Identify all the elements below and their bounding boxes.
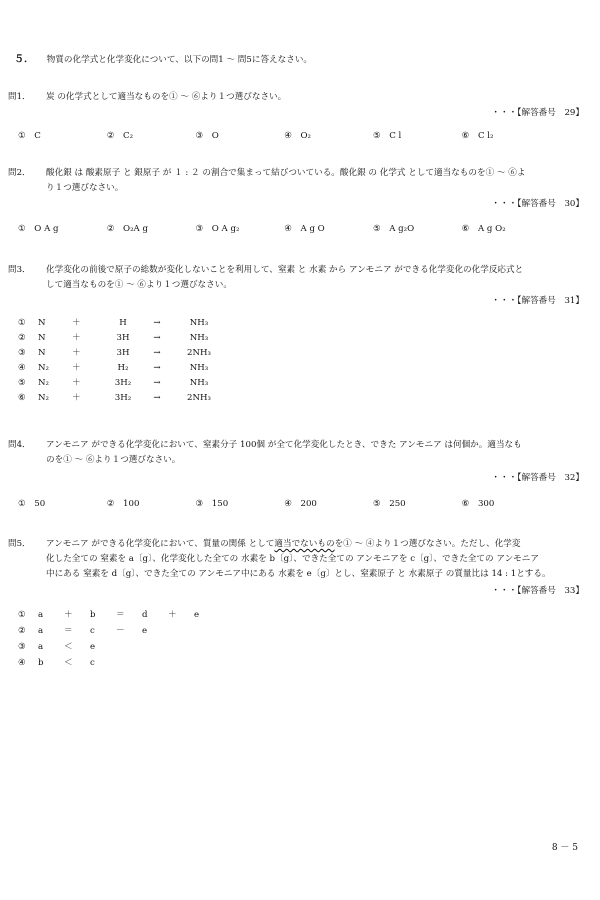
answer-number-32: ・・・【解答番号 32】 bbox=[491, 473, 584, 483]
answer-number-31: ・・・【解答番号 31】 bbox=[491, 296, 584, 306]
reactant-h: 3H bbox=[116, 333, 130, 343]
choice-marker: ③ bbox=[18, 348, 26, 358]
choice[interactable]: ① O A g bbox=[18, 224, 59, 234]
choice[interactable]: ② C₂ bbox=[106, 131, 134, 141]
question-1 bbox=[8, 90, 590, 105]
question-1-text: 炭 の化学式として適当なものを① ～ ⑥より１つ選びなさい。 bbox=[46, 92, 287, 102]
question-5-choices bbox=[18, 608, 220, 672]
choice-marker: ① bbox=[18, 610, 26, 620]
page-number: 8 － 5 bbox=[551, 843, 578, 853]
choice-marker: ① bbox=[18, 318, 26, 328]
choice[interactable]: ② 100 bbox=[106, 499, 140, 509]
choice-marker: ⑥ bbox=[18, 393, 26, 403]
reaction-choice-row[interactable] bbox=[18, 391, 224, 406]
term: c bbox=[90, 658, 95, 668]
question-3-text-line-1: 化学変化の前後で原子の総数が変化しないことを利用して、窒素 と 水素 から アンモニア ができる化学変化の化学反応式と bbox=[46, 265, 524, 275]
plus-sign: ＋ bbox=[72, 363, 81, 373]
reaction-choice-row[interactable] bbox=[18, 346, 224, 361]
plus-sign: ＋ bbox=[72, 318, 81, 328]
operator: ＜ bbox=[64, 658, 73, 668]
choice[interactable]: ① 50 bbox=[18, 499, 46, 509]
question-2-label: 問2． bbox=[8, 168, 31, 178]
arrow-icon: → bbox=[153, 363, 161, 373]
question-3 bbox=[8, 263, 590, 293]
choice-marker: ④ bbox=[18, 658, 26, 668]
product: NH₃ bbox=[189, 333, 209, 343]
answer-number-30: ・・・【解答番号 30】 bbox=[491, 199, 584, 209]
question-2-text-line-2: り１つ選びなさい。 bbox=[46, 183, 124, 193]
question-5 bbox=[8, 537, 590, 582]
arrow-icon: → bbox=[153, 393, 161, 403]
question-5-text-after: を① ～ ④より１つ選びなさい。ただし、化学変 bbox=[334, 539, 521, 549]
operator: ＜ bbox=[64, 642, 73, 652]
arrow-icon: → bbox=[153, 348, 161, 358]
term: e bbox=[142, 626, 148, 636]
reactant-n: N bbox=[38, 333, 46, 343]
question-5-emphasis: 適当でないもの bbox=[274, 539, 335, 549]
relation-choice-row[interactable] bbox=[18, 640, 220, 656]
plus-sign: ＋ bbox=[72, 348, 81, 358]
reactant-h: H bbox=[119, 318, 127, 328]
term: d bbox=[142, 610, 148, 620]
question-5-text-line-2: 化した全ての 窒素を a〔g〕、化学変化した全ての 水素を b〔g〕、できた全ての アンモニアを c〔g〕、できた全ての アンモニア bbox=[46, 554, 539, 564]
reactant-n: N₂ bbox=[38, 393, 49, 403]
section-instruction: 物質の化学式と化学変化について、以下の問1 ～ 問5に答えなさい。 bbox=[46, 55, 313, 65]
term: e bbox=[194, 610, 200, 620]
reactant-n: N bbox=[38, 348, 46, 358]
question-4-text-line-2: のを① ～ ⑥より１つ選びなさい。 bbox=[46, 455, 181, 465]
operator: ＋ bbox=[168, 610, 177, 620]
choice[interactable]: ④ A g O bbox=[284, 224, 325, 234]
reaction-choice-row[interactable] bbox=[18, 316, 224, 331]
term: a bbox=[38, 610, 44, 620]
choice[interactable]: ④ 200 bbox=[284, 499, 317, 509]
question-4-choices bbox=[18, 497, 522, 509]
term: a bbox=[38, 626, 44, 636]
question-1-label: 問1． bbox=[8, 92, 31, 102]
reactant-h: 3H₂ bbox=[114, 378, 132, 388]
choice[interactable]: ③ O bbox=[195, 131, 219, 141]
relation-choice-row[interactable] bbox=[18, 608, 220, 624]
reactant-h: 3H₂ bbox=[114, 393, 132, 403]
choice[interactable]: ④ O₂ bbox=[284, 131, 311, 141]
operator: ＝ bbox=[64, 626, 73, 636]
term: b bbox=[38, 658, 44, 668]
term: e bbox=[90, 642, 96, 652]
product: 2NH₃ bbox=[187, 348, 211, 358]
product: NH₃ bbox=[189, 318, 209, 328]
arrow-icon: → bbox=[153, 318, 161, 328]
choice-marker: ② bbox=[18, 626, 26, 636]
relation-choice-row[interactable] bbox=[18, 624, 220, 640]
question-4-label: 問4． bbox=[8, 440, 31, 450]
question-5-label: 問5． bbox=[8, 539, 31, 549]
choice-marker: ② bbox=[18, 333, 26, 343]
term: b bbox=[90, 610, 96, 620]
arrow-icon: → bbox=[153, 378, 161, 388]
reactant-h: 3H bbox=[116, 348, 130, 358]
operator: ＋ bbox=[64, 610, 73, 620]
reactant-n: N₂ bbox=[38, 363, 49, 373]
section-number: ５． bbox=[14, 54, 34, 65]
section-header bbox=[14, 50, 312, 65]
question-5-text-line-3: 中にある 窒素を d〔g〕、できた全ての アンモニア中にある 水素を e〔g〕とし、窒素原子 と 水素原子 の質量比は 14 : 1とする。 bbox=[46, 569, 551, 579]
question-3-choices bbox=[18, 316, 224, 406]
product: NH₃ bbox=[189, 363, 209, 373]
choice[interactable]: ③ 150 bbox=[195, 499, 229, 509]
reaction-choice-row[interactable] bbox=[18, 331, 224, 346]
question-2 bbox=[8, 166, 590, 196]
choice[interactable]: ⑥ 300 bbox=[461, 499, 495, 509]
choice[interactable]: ① C bbox=[18, 131, 41, 141]
answer-number-33: ・・・【解答番号 33】 bbox=[491, 586, 584, 596]
term: c bbox=[90, 626, 95, 636]
choice[interactable]: ⑤ 250 bbox=[372, 499, 406, 509]
reactant-n: N₂ bbox=[38, 378, 49, 388]
question-3-label: 問3． bbox=[8, 265, 31, 275]
operator: － bbox=[116, 626, 125, 636]
operator: ＝ bbox=[116, 610, 125, 620]
choice[interactable]: ② O₂A g bbox=[106, 224, 148, 234]
plus-sign: ＋ bbox=[72, 333, 81, 343]
choice[interactable]: ③ O A g₂ bbox=[195, 224, 240, 234]
product: 2NH₃ bbox=[187, 393, 211, 403]
term: a bbox=[38, 642, 44, 652]
reaction-choice-row[interactable] bbox=[18, 376, 224, 391]
plus-sign: ＋ bbox=[72, 393, 81, 403]
arrow-icon: → bbox=[153, 333, 161, 343]
question-3-text-line-2: して適当なものを① ～ ⑥より１つ選びなさい。 bbox=[46, 280, 232, 290]
choice-marker: ④ bbox=[18, 363, 26, 373]
question-5-text-before: アンモニア ができる化学変化において、質量の関係 として bbox=[46, 539, 275, 549]
question-4-text-line-1: アンモニア ができる化学変化において、窒素分子 100個 が全て化学変化したとき、できた アンモニア は何個か。適当なも bbox=[46, 440, 522, 450]
plus-sign: ＋ bbox=[72, 378, 81, 388]
relation-choice-row[interactable] bbox=[18, 656, 220, 672]
reactant-n: N bbox=[38, 318, 46, 328]
choice[interactable]: ⑥ A g O₂ bbox=[461, 224, 506, 234]
reactant-h: H₂ bbox=[117, 363, 129, 373]
product: NH₃ bbox=[189, 378, 209, 388]
reaction-choice-row[interactable] bbox=[18, 361, 224, 376]
choice[interactable]: ⑤ C l bbox=[372, 131, 402, 141]
choice[interactable]: ⑥ C l₂ bbox=[461, 131, 494, 141]
question-4 bbox=[8, 438, 590, 468]
choice[interactable]: ⑤ A g₂O bbox=[372, 224, 415, 234]
question-1-choices bbox=[18, 129, 522, 141]
choice-marker: ⑤ bbox=[18, 378, 26, 388]
question-2-choices bbox=[18, 222, 522, 234]
choice-marker: ③ bbox=[18, 642, 26, 652]
question-2-text-line-1: 酸化銀 は 酸素原子 と 銀原子 が １ : ２ の割合で集まって結びついている。酸化銀 の 化学式 として適当なものを① ～ ⑥よ bbox=[46, 168, 526, 178]
answer-number-29: ・・・【解答番号 29】 bbox=[491, 108, 584, 118]
